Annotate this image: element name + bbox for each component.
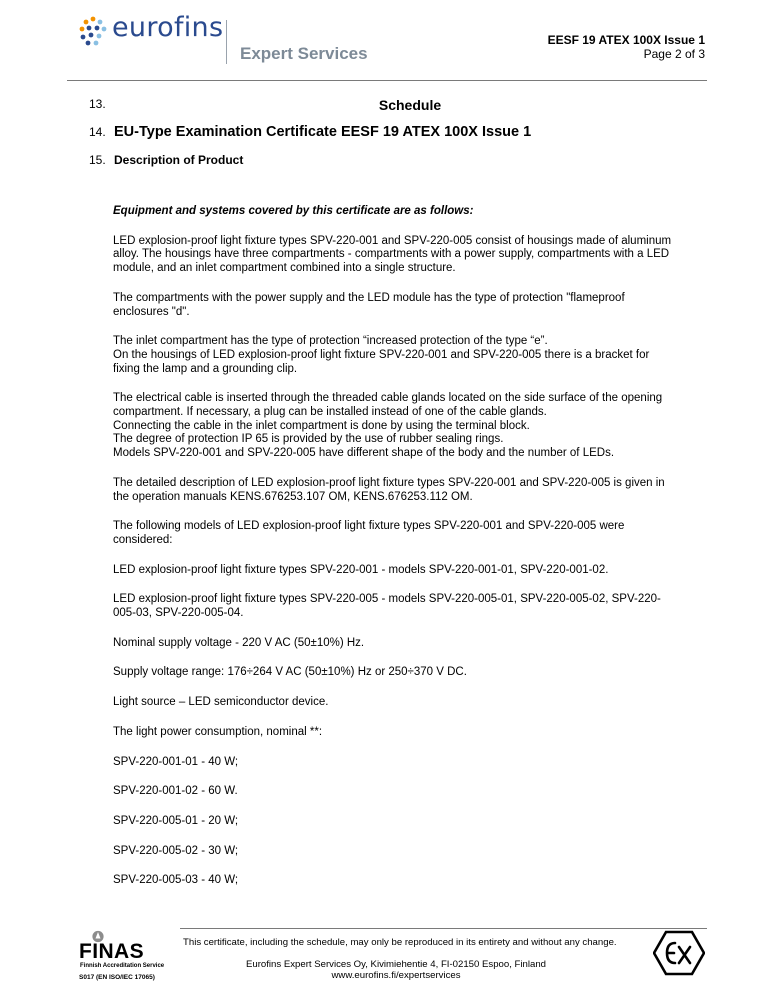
finas-wordmark: FINAS: [79, 940, 144, 963]
paragraph-considered: The following models of LED explosion-proof light fixture types SPV-220-001 and SPV-220-005 were considered:: [113, 520, 625, 546]
eurofins-logo: [78, 14, 378, 70]
section-13-number: 13.: [89, 97, 106, 111]
atex-ex-hexagon-icon: [653, 930, 705, 976]
paragraph-models: Models SPV-220-001 and SPV-220-005 have different shape of the body and the number of LEDs.: [113, 447, 615, 460]
power-list-item: SPV-220-005-02 - 30 W;: [113, 844, 239, 857]
logo-divider: [226, 20, 227, 64]
section-14-number: 14.: [89, 125, 106, 139]
paragraph-nominal-voltage: Nominal supply voltage - 220 V AC (50±10%) Hz.: [113, 636, 365, 649]
certificate-title: EU-Type Examination Certificate EESF 19 ATEX 100X Issue 1: [114, 124, 532, 140]
paragraph-manuals: The detailed description of LED explosion-proof light fixture types SPV-220-001 and SPV-220-005 is given in the operation manuals KENS.676253.107 OM, KENS.676253.112 OM.: [113, 476, 665, 503]
logo-subtitle: Expert Services: [240, 44, 368, 63]
footer-url: www.eurofins.fi/expertservices: [331, 970, 461, 981]
finas-subtitle: Finnish Accreditation Service: [80, 963, 165, 969]
paragraph-models-005: LED explosion-proof light fixture types SPV-220-005 - models SPV-220-005-01, SPV-220-005-02, SPV-220-005-03, SPV-220-005-04.: [113, 593, 661, 620]
paragraph-inlet: The inlet compartment has the type of protection “increased protection of the type “e”.: [113, 335, 548, 348]
paragraph-power-consumption: The light power consumption, nominal **:: [113, 725, 323, 738]
paragraph-housing: LED explosion-proof light fixture types SPV-220-001 and SPV-220-005 consist of housings made of aluminum alloy. The housings have three compartments - compartments with a power supply, compartments with a LED module, and an inlet compartment combined into a single structure.: [113, 234, 672, 275]
header-divider: [67, 80, 707, 81]
footer-address: Eurofins Expert Services Oy, Kivimiehentie 4, FI-02150 Espoo, Finland: [245, 959, 547, 970]
finas-accreditation: S017 (EN ISO/IEC 17065): [79, 974, 155, 981]
eurofins-dots-icon: [78, 16, 108, 46]
paragraph-voltage-range: Supply voltage range: 176÷264 V AC (50±10%) Hz or 250÷370 V DC.: [113, 666, 467, 679]
paragraph-models-001: LED explosion-proof light fixture types SPV-220-001 - models SPV-220-001-01, SPV-220-001-02.: [113, 563, 609, 576]
paragraph-ip65: The degree of protection IP 65 is provided by the use of rubber sealing rings.: [113, 433, 504, 446]
power-list-item: SPV-220-001-01 - 40 W;: [113, 755, 239, 768]
document-id: EESF 19 ATEX 100X Issue 1: [547, 33, 705, 47]
logo-wordmark: eurofins: [112, 12, 224, 43]
intro-paragraph: Equipment and systems covered by this certificate are as follows:: [113, 205, 474, 217]
footer-divider: [180, 928, 707, 929]
paragraph-terminal: Connecting the cable in the inlet compartment is done by using the terminal block.: [113, 419, 530, 432]
schedule-heading: Schedule: [378, 97, 442, 113]
paragraph-bracket: On the housings of LED explosion-proof light fixture SPV-220-001 and SPV-220-005 there is a bracket for fixing the lamp and a grounding clip.: [113, 348, 650, 375]
description-heading: Description of Product: [114, 153, 244, 167]
product-description: [113, 205, 673, 888]
power-list-item: SPV-220-001-02 - 60 W.: [113, 785, 238, 798]
paragraph-cable: The electrical cable is inserted through the threaded cable glands located on the side surface of the opening compartment. If necessary, a plug can be installed instead of one of the cable glands.: [113, 392, 663, 419]
page-number: Page 2 of 3: [643, 47, 705, 61]
power-list-item: SPV-220-005-03 - 40 W;: [113, 874, 239, 887]
section-15-number: 15.: [89, 153, 106, 167]
paragraph-flameproof: The compartments with the power supply and the LED module has the type of protection "flameproof enclosures "d".: [113, 291, 625, 318]
power-list-item: SPV-220-005-01 - 20 W;: [113, 814, 239, 827]
footer-notice: This certificate, including the schedule, may only be reproduced in its entirety and without any change.: [183, 937, 617, 948]
paragraph-light-source: Light source – LED semiconductor device.: [113, 696, 329, 709]
